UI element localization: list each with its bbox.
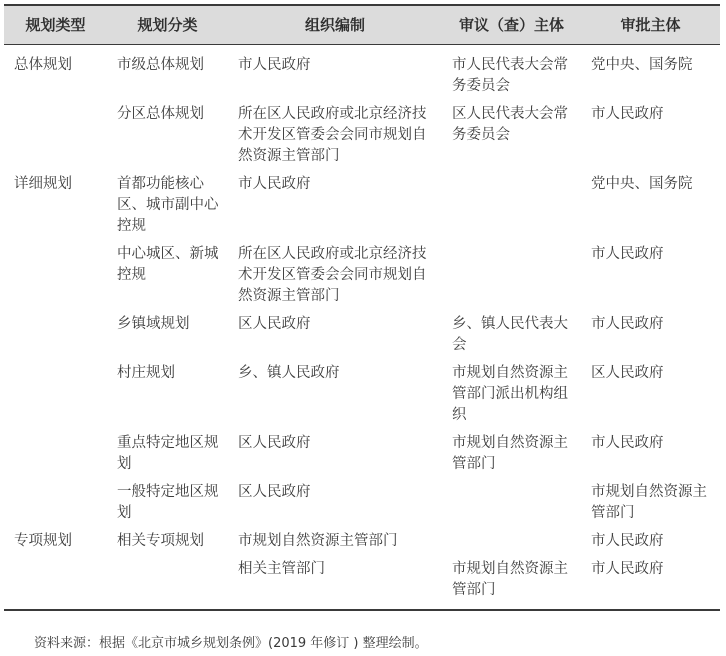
cell-approval-body: 市人民政府 [581, 552, 720, 610]
cell-organizer: 乡、镇人民政府 [238, 365, 340, 381]
header-plan-category: 规划分类 [107, 5, 228, 45]
table-row [4, 356, 720, 426]
cell-review-body: 市规划自然资源主管部门 [452, 435, 568, 472]
cell-plan-type: 总体规划 [14, 57, 72, 73]
cell-approval-body: 市人民政府 [591, 435, 664, 451]
cell-organizer: 市规划自然资源主管部门 [238, 533, 398, 549]
cell-approval-body: 市人民政府 [591, 106, 664, 122]
planning-table [4, 4, 720, 611]
cell-organizer: 市人民政府 [238, 57, 311, 73]
source-note: 资料来源：根据《北京市城乡规划条例》(2019 年修订 ) 整理绘制。 [34, 636, 428, 651]
cell-plan-type [4, 426, 107, 475]
cell-approval-body: 市规划自然资源主管部门 [591, 484, 707, 521]
header-approval-body: 审批主体 [581, 5, 720, 45]
cell-plan-type [4, 307, 107, 356]
cell-plan-type [4, 237, 107, 307]
cell-approval-body: 党中央、国务院 [591, 57, 693, 73]
cell-review-body: 市规划自然资源主管部门派出机构组织 [452, 365, 568, 423]
header-review-body: 审议（查）主体 [442, 5, 581, 45]
cell-approval-body: 市人民政府 [591, 316, 664, 332]
cell-approval-body: 市人民政府 [591, 246, 664, 262]
cell-plan-category: 重点特定地区规划 [117, 435, 219, 472]
cell-review-body [442, 237, 581, 307]
cell-plan-type: 详细规划 [14, 176, 72, 192]
cell-plan-category: 乡镇域规划 [117, 316, 190, 332]
table-row [4, 552, 720, 610]
cell-review-body [442, 524, 581, 552]
cell-organizer: 相关主管部门 [228, 552, 442, 610]
header-row [4, 5, 720, 45]
cell-plan-category: 首都功能核心区、城市副中心控规 [117, 176, 219, 234]
cell-review-body: 区人民代表大会常务委员会 [452, 106, 568, 143]
table-row [4, 45, 720, 98]
cell-plan-type [4, 475, 107, 524]
header-plan-type: 规划类型 [4, 5, 107, 45]
cell-approval-body: 区人民政府 [591, 365, 664, 381]
cell-review-body: 市规划自然资源主管部门 [442, 552, 581, 610]
table-row [4, 97, 720, 167]
header-organizer: 组织编制 [228, 5, 442, 45]
cell-organizer: 区人民政府 [238, 435, 311, 451]
cell-organizer: 区人民政府 [238, 484, 311, 500]
cell-organizer: 市人民政府 [238, 176, 311, 192]
cell-review-body: 乡、镇人民代表大会 [452, 316, 568, 353]
table-row [4, 524, 720, 552]
cell-plan-category [107, 552, 228, 610]
table-row [4, 426, 720, 475]
cell-organizer: 所在区人民政府或北京经济技术开发区管委会会同市规划自然资源主管部门 [238, 106, 427, 164]
cell-plan-category: 一般特定地区规划 [117, 484, 219, 521]
cell-plan-type: 专项规划 [14, 533, 72, 549]
cell-plan-category: 市级总体规划 [117, 57, 204, 73]
cell-review-body [442, 167, 581, 237]
cell-organizer: 所在区人民政府或北京经济技术开发区管委会会同市规划自然资源主管部门 [238, 246, 427, 304]
cell-plan-type [4, 356, 107, 426]
cell-review-body: 市人民代表大会常务委员会 [452, 57, 568, 94]
cell-plan-category: 相关专项规划 [117, 533, 204, 549]
cell-organizer: 区人民政府 [238, 316, 311, 332]
cell-plan-type [4, 97, 107, 167]
cell-plan-category: 中心城区、新城控规 [117, 246, 219, 283]
table-row [4, 237, 720, 307]
cell-approval-body: 党中央、国务院 [591, 176, 693, 192]
cell-plan-category: 分区总体规划 [117, 106, 204, 122]
table-row [4, 475, 720, 524]
cell-approval-body: 市人民政府 [591, 533, 664, 549]
cell-plan-category: 村庄规划 [117, 365, 175, 381]
cell-plan-type [4, 552, 107, 610]
table-row [4, 307, 720, 356]
cell-review-body [442, 475, 581, 524]
table-row [4, 167, 720, 237]
